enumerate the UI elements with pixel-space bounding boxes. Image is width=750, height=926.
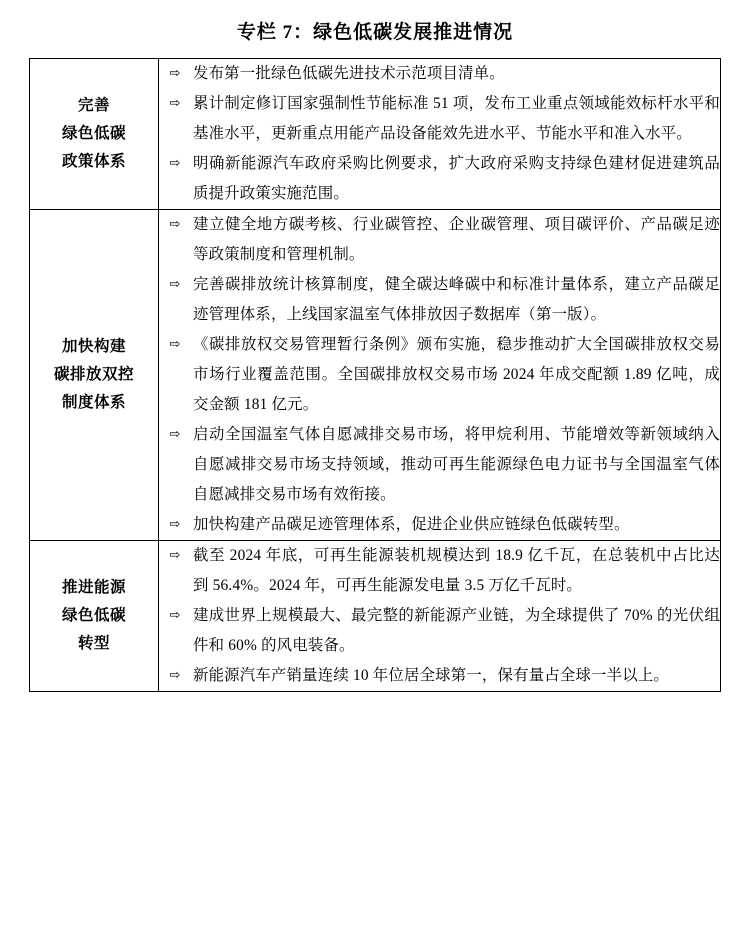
arrow-bullet-icon: ⇨ [169,337,181,352]
list-item-text: 截至 2024 年底，可再生能源装机规模达到 18.9 亿千瓦，在总装机中占比达到 56.4%。2024 年，可再生能源发电量 3.5 万亿千瓦时。 [193,547,720,594]
table-row [30,210,721,541]
list-item-text: 新能源汽车产销量连续 10 年位居全球第一，保有量占全球一半以上。 [193,667,670,684]
list-item-text: 累计制定修订国家强制性节能标准 51 项，发布工业重点领域能效标杆水平和基准水平，更新重点用能产品设备能效先进水平、节能水平和准入水平。 [193,95,720,142]
list-item-text: 建成世界上规模最大、最完整的新能源产业链，为全球提供了 70% 的光伏组件和 60% 的风电装备。 [193,607,720,654]
row-category-cell [30,541,159,692]
category-line: 转型 [77,635,110,652]
list-item [159,89,720,149]
row-items-cell [159,541,721,692]
category-line: 绿色低碳 [61,607,126,624]
list-item-text: 加快构建产品碳足迹管理体系，促进企业供应链绿色低碳转型。 [193,516,630,533]
list-item [159,270,720,330]
list-item [159,541,720,601]
row-category-cell [30,59,159,210]
row-items-cell [159,210,721,541]
list-item-text: 发布第一批绿色低碳先进技术示范项目清单。 [193,65,505,82]
table-row [30,59,721,210]
category-line: 推进能源 [61,579,126,596]
category-line: 绿色低碳 [61,125,126,142]
arrow-bullet-icon: ⇨ [169,96,181,111]
arrow-bullet-icon: ⇨ [169,66,181,81]
page-title: 专栏 7：绿色低碳发展推进情况 [236,22,514,43]
arrow-bullet-icon: ⇨ [169,156,181,171]
row-category-cell [30,210,159,541]
green-development-table [29,58,721,692]
list-item-text: 建立健全地方碳考核、行业碳管控、企业碳管理、项目碳评价、产品碳足迹等政策制度和管理机制。 [193,216,720,263]
list-item [159,420,720,510]
category-line: 制度体系 [61,394,126,411]
category-line: 碳排放双控 [53,366,134,383]
list-item-text: 完善碳排放统计核算制度，健全碳达峰碳中和标准计量体系，建立产品碳足迹管理体系，上线国家温室气体排放因子数据库（第一版）。 [193,276,720,323]
list-item-text: 明确新能源汽车政府采购比例要求，扩大政府采购支持绿色建材促进建筑品质提升政策实施范围。 [193,155,720,202]
arrow-bullet-icon: ⇨ [169,277,181,292]
list-item [159,149,720,209]
list-item-text: 《碳排放权交易管理暂行条例》颁布实施，稳步推动扩大全国碳排放权交易市场行业覆盖范围。全国碳排放权交易市场 2024 年成交配额 1.89 亿吨，成交金额 181 亿元。 [193,336,720,413]
category-line: 加快构建 [61,338,126,355]
category-line: 政策体系 [61,153,126,170]
list-item [159,59,720,89]
item-list [159,59,720,209]
arrow-bullet-icon: ⇨ [169,548,181,563]
row-items-cell [159,59,721,210]
list-item-text: 启动全国温室气体自愿减排交易市场，将甲烷利用、节能增效等新领域纳入自愿减排交易市场支持领域，推动可再生能源绿色电力证书与全国温室气体自愿减排交易市场有效衔接。 [193,426,720,503]
arrow-bullet-icon: ⇨ [169,217,181,232]
item-list [159,541,720,691]
list-item [159,601,720,661]
list-item [159,210,720,270]
list-item [159,661,720,691]
arrow-bullet-icon: ⇨ [169,517,181,532]
list-item [159,510,720,540]
item-list [159,210,720,540]
category-line: 完善 [77,97,110,114]
arrow-bullet-icon: ⇨ [169,427,181,442]
table-body [30,59,721,692]
arrow-bullet-icon: ⇨ [169,608,181,623]
table-row [30,541,721,692]
list-item [159,330,720,420]
arrow-bullet-icon: ⇨ [169,668,181,683]
